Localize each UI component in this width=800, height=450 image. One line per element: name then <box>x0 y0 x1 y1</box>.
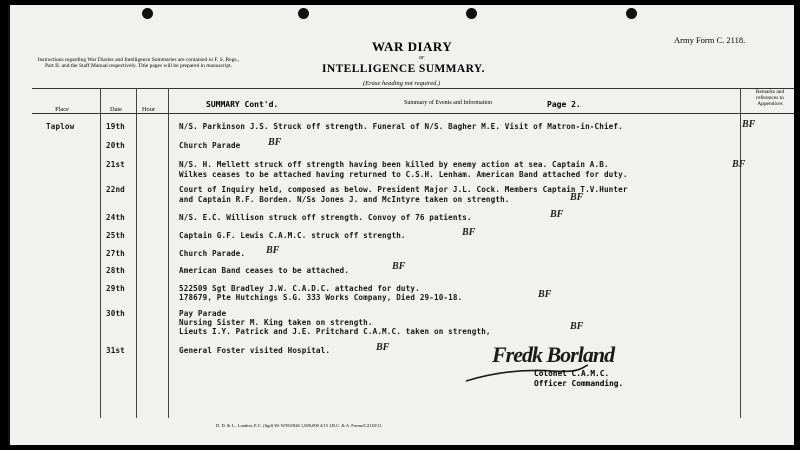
or-text: or <box>419 55 425 61</box>
entry-text: Nursing Sister M. King taken on strength. <box>179 318 373 327</box>
page-number: Page 2. <box>547 100 581 109</box>
entry-text: General Foster visited Hospital. <box>179 346 331 355</box>
column-divider <box>100 88 101 418</box>
punch-hole <box>298 8 309 19</box>
initials-mark: BF <box>570 192 584 203</box>
entry-date: 28th <box>106 266 125 275</box>
handwritten-signature: Fredk Borland <box>492 342 615 367</box>
army-form-number: Army Form C. 2118. <box>674 35 746 45</box>
entry-text: Church Parade. <box>179 249 246 258</box>
entry-text: Captain G.F. Lewis C.A.M.C. struck off strength. <box>179 231 406 240</box>
entry-date: 24th <box>106 213 125 222</box>
remarks-column-header: Remarks and references to Appendices <box>755 89 785 108</box>
entry-date: 30th <box>106 309 125 318</box>
initials-mark: BF <box>538 289 552 300</box>
page-title: WAR DIARY <box>372 39 453 54</box>
erase-note: (Erase heading not required.) <box>363 80 441 87</box>
entry-text: 522509 Sgt Bradley J.W. C.A.D.C. attached for duty. <box>179 284 420 293</box>
entry-date: 29th <box>106 284 125 293</box>
entry-text: N/S. H. Mellett struck off strength having been killed by enemy action at sea. Captain A.B. <box>179 160 609 169</box>
initials-mark: BF <box>266 245 280 256</box>
entry-date: 31st <box>106 346 125 355</box>
summary-continued: SUMMARY Cont'd. <box>206 100 279 109</box>
column-divider <box>136 88 137 418</box>
place-value: Taplow <box>46 122 75 131</box>
printer-footer: D. D. & L., London, E.C. (Sgd) Wt W593/826 1,000,000 4/15 J.B.C. & A. Forms/C2118/11. <box>216 423 383 428</box>
entry-text: Court of Inquiry held, composed as below. President Major J.L. Cock. Members Captain T.V.Hunter <box>179 185 628 194</box>
entry-date: 22nd <box>106 185 125 194</box>
place-column-header: Place <box>55 106 69 113</box>
entry-text: Lieuts I.Y. Patrick and J.E. Pritchard C.A.M.C. taken on strength, <box>179 327 491 336</box>
entry-date: 27th <box>106 249 125 258</box>
page-subtitle: INTELLIGENCE SUMMARY. <box>322 63 485 75</box>
signatory-role: Officer Commanding. <box>534 379 624 388</box>
entry-text: N/S. Parkinson J.S. Struck off strength. Funeral of N/S. Bagher M.E. Visit of Matron-in-Chief. <box>179 122 623 131</box>
punch-hole <box>626 8 637 19</box>
date-column-header: Date <box>110 106 122 113</box>
war-diary-page <box>8 5 794 445</box>
initials-mark: BF <box>462 227 476 238</box>
entry-text: American Band ceases to be attached. <box>179 266 349 275</box>
initials-mark: BF <box>742 119 756 130</box>
initials-mark: BF <box>392 261 406 272</box>
entry-date: 19th <box>106 122 125 131</box>
initials-mark: BF <box>550 209 564 220</box>
initials-mark: BF <box>268 137 282 148</box>
entry-text: Pay Parade <box>179 309 227 318</box>
signatory-rank: Colonel C.A.M.C. <box>534 369 610 378</box>
column-divider <box>740 88 741 418</box>
entry-date: 20th <box>106 141 125 150</box>
header-rule <box>32 113 794 114</box>
column-divider <box>168 88 169 418</box>
entry-date: 21st <box>106 160 125 169</box>
events-column-header: Summary of Events and Information <box>404 100 492 106</box>
punch-hole <box>466 8 477 19</box>
punch-hole <box>142 8 153 19</box>
initials-mark: BF <box>376 342 390 353</box>
initials-mark: BF <box>570 321 584 332</box>
initials-mark: BF <box>732 159 746 170</box>
entry-text: Church Parade <box>179 141 241 150</box>
header-rule <box>32 88 794 89</box>
hour-column-header: Hour <box>142 106 155 113</box>
entry-text: Wilkes ceases to be attached having returned to C.S.H. Lenham. American Band attached for duty. <box>179 170 628 179</box>
entry-text: 178679, Pte Hutchings S.G. 333 Works Company, Died 29-10-18. <box>179 293 463 302</box>
instructions-note: Instructions regarding War Diaries and Intelligence Summaries are contained in F. S. Regs., Part II. and the Staff Manual respectively. Title pages will be prepared in manuscript. <box>37 57 240 70</box>
entry-text: and Captain R.F. Borden. N/Ss Jones J. and McIntyre taken on strength. <box>179 195 510 204</box>
entry-date: 25th <box>106 231 125 240</box>
entry-text: N/S. E.C. Willison struck off strength. Convoy of 76 patients. <box>179 213 472 222</box>
